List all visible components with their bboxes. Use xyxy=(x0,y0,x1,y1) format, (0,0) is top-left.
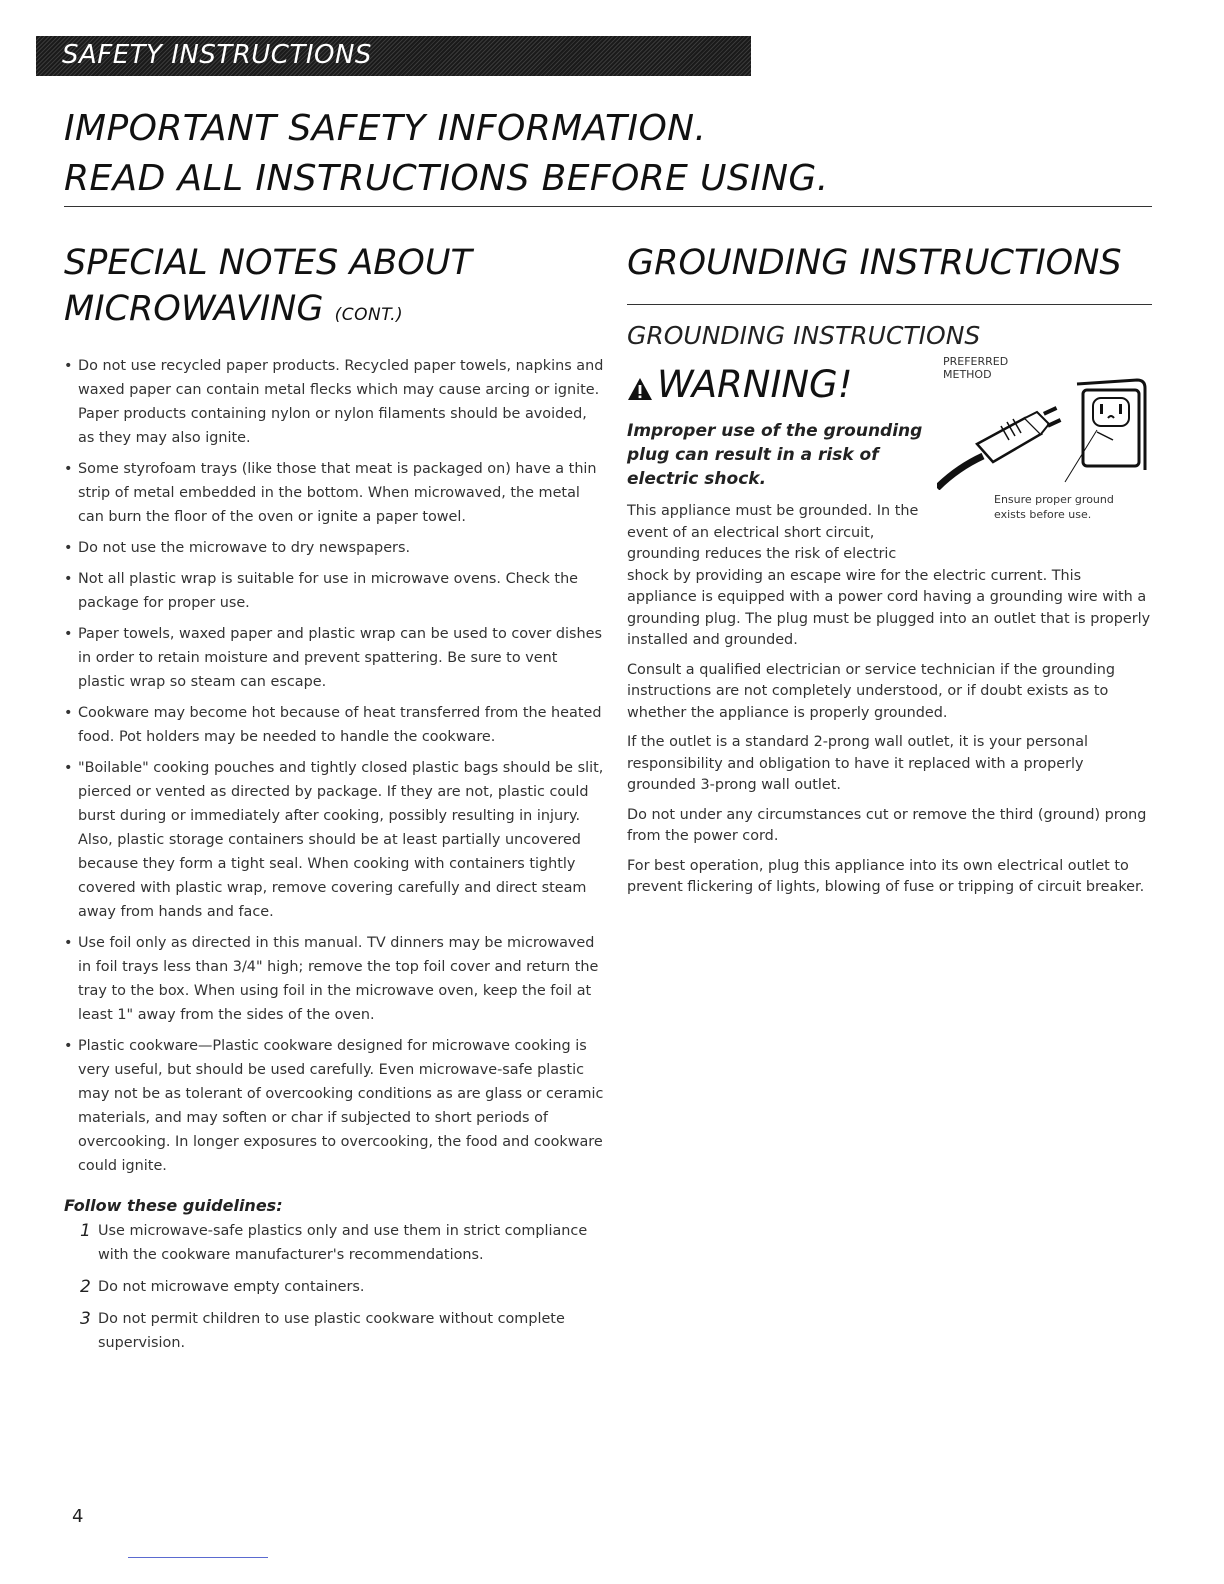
special-notes-column xyxy=(64,240,604,1363)
preferred-line2: METHOD xyxy=(943,368,992,381)
special-note-item: • Cookware may become hot because of heat transferred from the heated food. Pot holders may be needed to handle the cookware. xyxy=(64,701,604,749)
guidelines-list xyxy=(64,1219,604,1355)
guideline-text: Do not microwave empty containers. xyxy=(98,1279,365,1295)
guideline-number: 2 xyxy=(80,1277,91,1297)
grounding-heading: GROUNDING INSTRUCTIONS xyxy=(627,243,1122,283)
grounding-paragraph-1-start: This appliance must be grounded. In the event of an electrical short circuit, grounding reduces the risk of electric xyxy=(627,503,919,562)
special-notes-heading-line2: MICROWAVING xyxy=(64,289,324,329)
special-note-item: • Plastic cookware—Plastic cookware designed for microwave cooking is very useful, but should be used carefully. Even microwave-safe plastic may not be as tolerant of overcooking conditions as are glass or ceramic materials, and may soften or char if subjected to short periods of overcooking. In longer exposures to overcooking, the food and cookware could ignite. xyxy=(64,1034,604,1178)
guideline-number: 3 xyxy=(80,1309,91,1329)
guideline-text: Do not permit children to use plastic cookware without complete supervision. xyxy=(98,1311,565,1351)
special-notes-list xyxy=(64,354,604,1178)
special-notes-heading-line1: SPECIAL NOTES ABOUT xyxy=(64,243,472,283)
preferred-line1: PREFERRED xyxy=(943,355,1009,368)
guidelines-heading: Follow these guidelines: xyxy=(64,1196,283,1215)
figure-caption-line1: Ensure proper ground xyxy=(994,493,1114,506)
special-notes-heading xyxy=(64,240,604,338)
grounding-divider xyxy=(627,304,1152,305)
warning-label: WARNING! xyxy=(657,363,853,406)
page-title-line2: READ ALL INSTRUCTIONS BEFORE USING. xyxy=(64,158,829,199)
warning-triangle-icon xyxy=(627,377,653,401)
special-note-item: • Not all plastic wrap is suitable for use in microwave ovens. Check the package for proper use. xyxy=(64,567,604,615)
special-note-item: • Do not use recycled paper products. Recycled paper towels, napkins and waxed paper can contain metal flecks which may cause arcing or ignite. Paper products containing nylon or nylon filaments should be avoided, as they may also ignite. xyxy=(64,354,604,450)
grounding-paragraph-3: If the outlet is a standard 2-prong wall outlet, it is your personal responsibility and obligation to have it replaced with a properly grounded 3-prong wall outlet. xyxy=(627,734,1089,793)
guideline-text: Use microwave-safe plastics only and use them in strict compliance with the cookware manufacturer's recommendations. xyxy=(98,1223,588,1263)
special-note-item: • Paper towels, waxed paper and plastic wrap can be used to cover dishes in order to retain moisture and prevent spattering. Be sure to vent plastic wrap so steam can escape. xyxy=(64,622,604,694)
grounding-paragraph-1 xyxy=(627,501,1152,652)
bottom-link-line xyxy=(128,1557,268,1558)
figure-caption xyxy=(994,492,1114,522)
special-note-item: • Some styrofoam trays (like those that meat is packaged on) have a thin strip of metal embedded in the bottom. When microwaved, the metal can burn the floor of the oven or ignite a paper towel. xyxy=(64,457,604,529)
title-divider xyxy=(64,206,1152,207)
grounding-paragraph-2: Consult a qualified electrician or service technician if the grounding instructions are not completely understood, or if doubt exists as to whether the appliance is properly grounded. xyxy=(627,661,1115,721)
page-title-line1: IMPORTANT SAFETY INFORMATION. xyxy=(64,108,707,149)
guideline-item xyxy=(64,1307,604,1355)
guideline-item xyxy=(64,1219,604,1267)
grounding-column xyxy=(627,240,1152,907)
guideline-number: 1 xyxy=(80,1221,91,1241)
banner-label: SAFETY INSTRUCTIONS xyxy=(62,40,372,70)
grounding-paragraph-4: Do not under any circumstances cut or remove the third (ground) prong from the power cord. xyxy=(627,806,1147,844)
special-note-item: • Use foil only as directed in this manual. TV dinners may be microwaved in foil trays less than 3/4" high; remove the top foil cover and return the tray to the box. When using foil in the microwave oven, keep the foil at least 1" away from the sides of the oven. xyxy=(64,931,604,1027)
grounding-paragraph-5: For best operation, plug this appliance into its own electrical outlet to prevent flickering of lights, blowing of fuse or tripping of circuit breaker. xyxy=(627,857,1145,895)
special-note-item: • Do not use the microwave to dry newspapers. xyxy=(64,536,604,560)
warning-subtext: Improper use of the grounding plug can result in a risk of electric shock. xyxy=(627,421,923,489)
grounding-paragraph-1-rest: shock by providing an escape wire for the electric current. This appliance is equipped with a power cord having a grounding wire with a grounding plug. The plug must be plugged into an outlet that is properly installed and grounded. xyxy=(627,567,1151,648)
special-note-item: • "Boilable" cooking pouches and tightly closed plastic bags should be slit, pierced or vented as directed by package. If they are not, plastic could burst during or immediately after cooking, possibly resulting in injury. Also, plastic storage containers should be at least partially uncovered because they form a tight seal. When cooking with containers tightly covered with plastic wrap, remove covering carefully and direct steam away from hands and face. xyxy=(64,756,604,924)
page-number: 4 xyxy=(72,1506,84,1527)
page-title xyxy=(64,104,829,204)
figure-caption-line2: exists before use. xyxy=(994,508,1092,521)
section-banner xyxy=(36,36,751,76)
guideline-item xyxy=(64,1275,604,1299)
grounding-subheading: GROUNDING INSTRUCTIONS xyxy=(627,321,981,350)
grounded-plug-illustration xyxy=(937,372,1157,490)
cont-suffix: (CONT.) xyxy=(334,305,404,325)
